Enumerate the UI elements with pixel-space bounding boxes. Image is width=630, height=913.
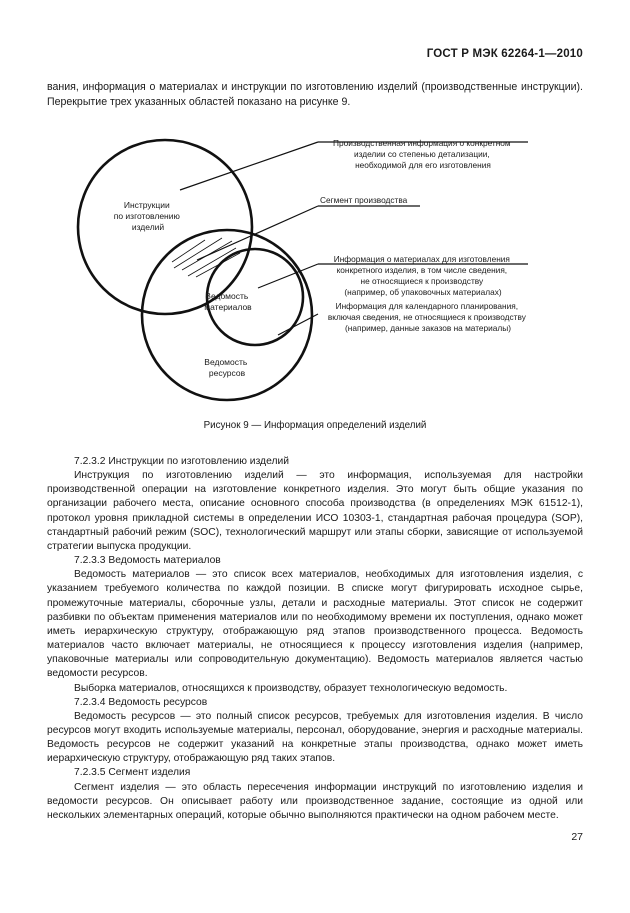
- document-header: ГОСТ Р МЭК 62264-1—2010: [426, 48, 583, 60]
- section-heading: 7.2.3.4 Ведомость ресурсов: [74, 696, 208, 708]
- leader-1: [180, 142, 318, 190]
- paragraph: Сегмент изделия — это область пересечения информации инструкций по изготовлению изделия и ведомости ресурсов. Он описывает работу или производственное задание, состоящие из одной или нескольких элементарных операций, которые обычно выполняются практически на одном рабочем месте.: [47, 781, 583, 821]
- paragraph: Выборка материалов, относящихся к производству, образует технологическую ведомость.: [74, 682, 508, 694]
- circle-instructions: [78, 140, 252, 314]
- label-instructions: Инструкции по изготовлению изделий: [113, 200, 180, 232]
- leader-2: [197, 206, 318, 260]
- intro-paragraph: вания, информация о материалах и инструкции по изготовлению изделий (производственные инструкции). Перекрытие трех указанных областей показано на рисунке 9.: [47, 81, 583, 108]
- section-heading: 7.2.3.2 Инструкции по изготовлению изделий: [74, 456, 289, 467]
- paragraph: Ведомость материалов — это список всех материалов, необходимых для изготовления изделия, с указанием требуемого количества по каждой позиции. В списке могут фигурировать исходное сырье, промежуточные материалы, сборочные узлы, детали и расходные материалы. Этот список не содержит разбивки по объектам применения материалов или по необходимому времени их поступления, однако может иметь иерархическую структуру, отображающую ряд этапов производственного процесса. Ведомость материалов часто включает материалы, не относящиеся к процессу изготовления изделия (например, упаковочные материалы или сопроводительную документацию). Ведомость материалов является частью ведомости ресурсов.: [47, 569, 583, 680]
- label-bill-of-materials: Ведомость материалов: [204, 291, 252, 312]
- body-text: [47, 455, 583, 823]
- section-heading: 7.2.3.3 Ведомость материалов: [74, 555, 221, 567]
- callout-scheduling-info: Информация для календарного планирования, включая сведения, не относящиеся к производству (например, данные заказов на материалы): [327, 301, 526, 333]
- label-bill-of-resources: Ведомость ресурсов: [204, 357, 248, 378]
- page-number: 27: [571, 831, 583, 843]
- section-heading: 7.2.3.5 Сегмент изделия: [74, 767, 191, 779]
- leader-3: [258, 264, 318, 288]
- paragraph: Ведомость ресурсов — это полный список ресурсов, требуемых для изготовления изделия. В число ресурсов могут входить используемые материалы, персонал, оборудование, энергия и расходные материалы. Ведомость ресурсов не содержит указаний на конкретные этапы производства, однако может иметь иерархическую структуру, отображающую ряд таких этапов.: [47, 710, 583, 765]
- callout-production-info: Производственная информация о конкретном изделии со степенью детализации, необходимой для его изготовления: [333, 138, 511, 170]
- paragraph: Инструкция по изготовлению изделий — это информация, используемая для настройки производственной операции на изготовление конкретного изделия. Это могут быть общие указания по организации рабочего места, описание основного способа производства (в определениях МЭК 61512-1), протокол уровня прикладной системы в определении ИСО 10303-1, стандартная рабочая процедура (SOP), стандартный рабочий режим (SOC), технологический маршрут или этапы сборки, зависящие от используемой стратегии выпуска продукции.: [47, 470, 583, 552]
- callout-material-info: Информация о материалах для изготовления конкретного изделия, в том числе сведения, не относящиеся к производству (например, об упаковочных материалах): [333, 254, 510, 297]
- figure-caption: Рисунок 9 — Информация определений изделий: [203, 420, 427, 431]
- callout-production-segment: Сегмент производства: [320, 195, 408, 205]
